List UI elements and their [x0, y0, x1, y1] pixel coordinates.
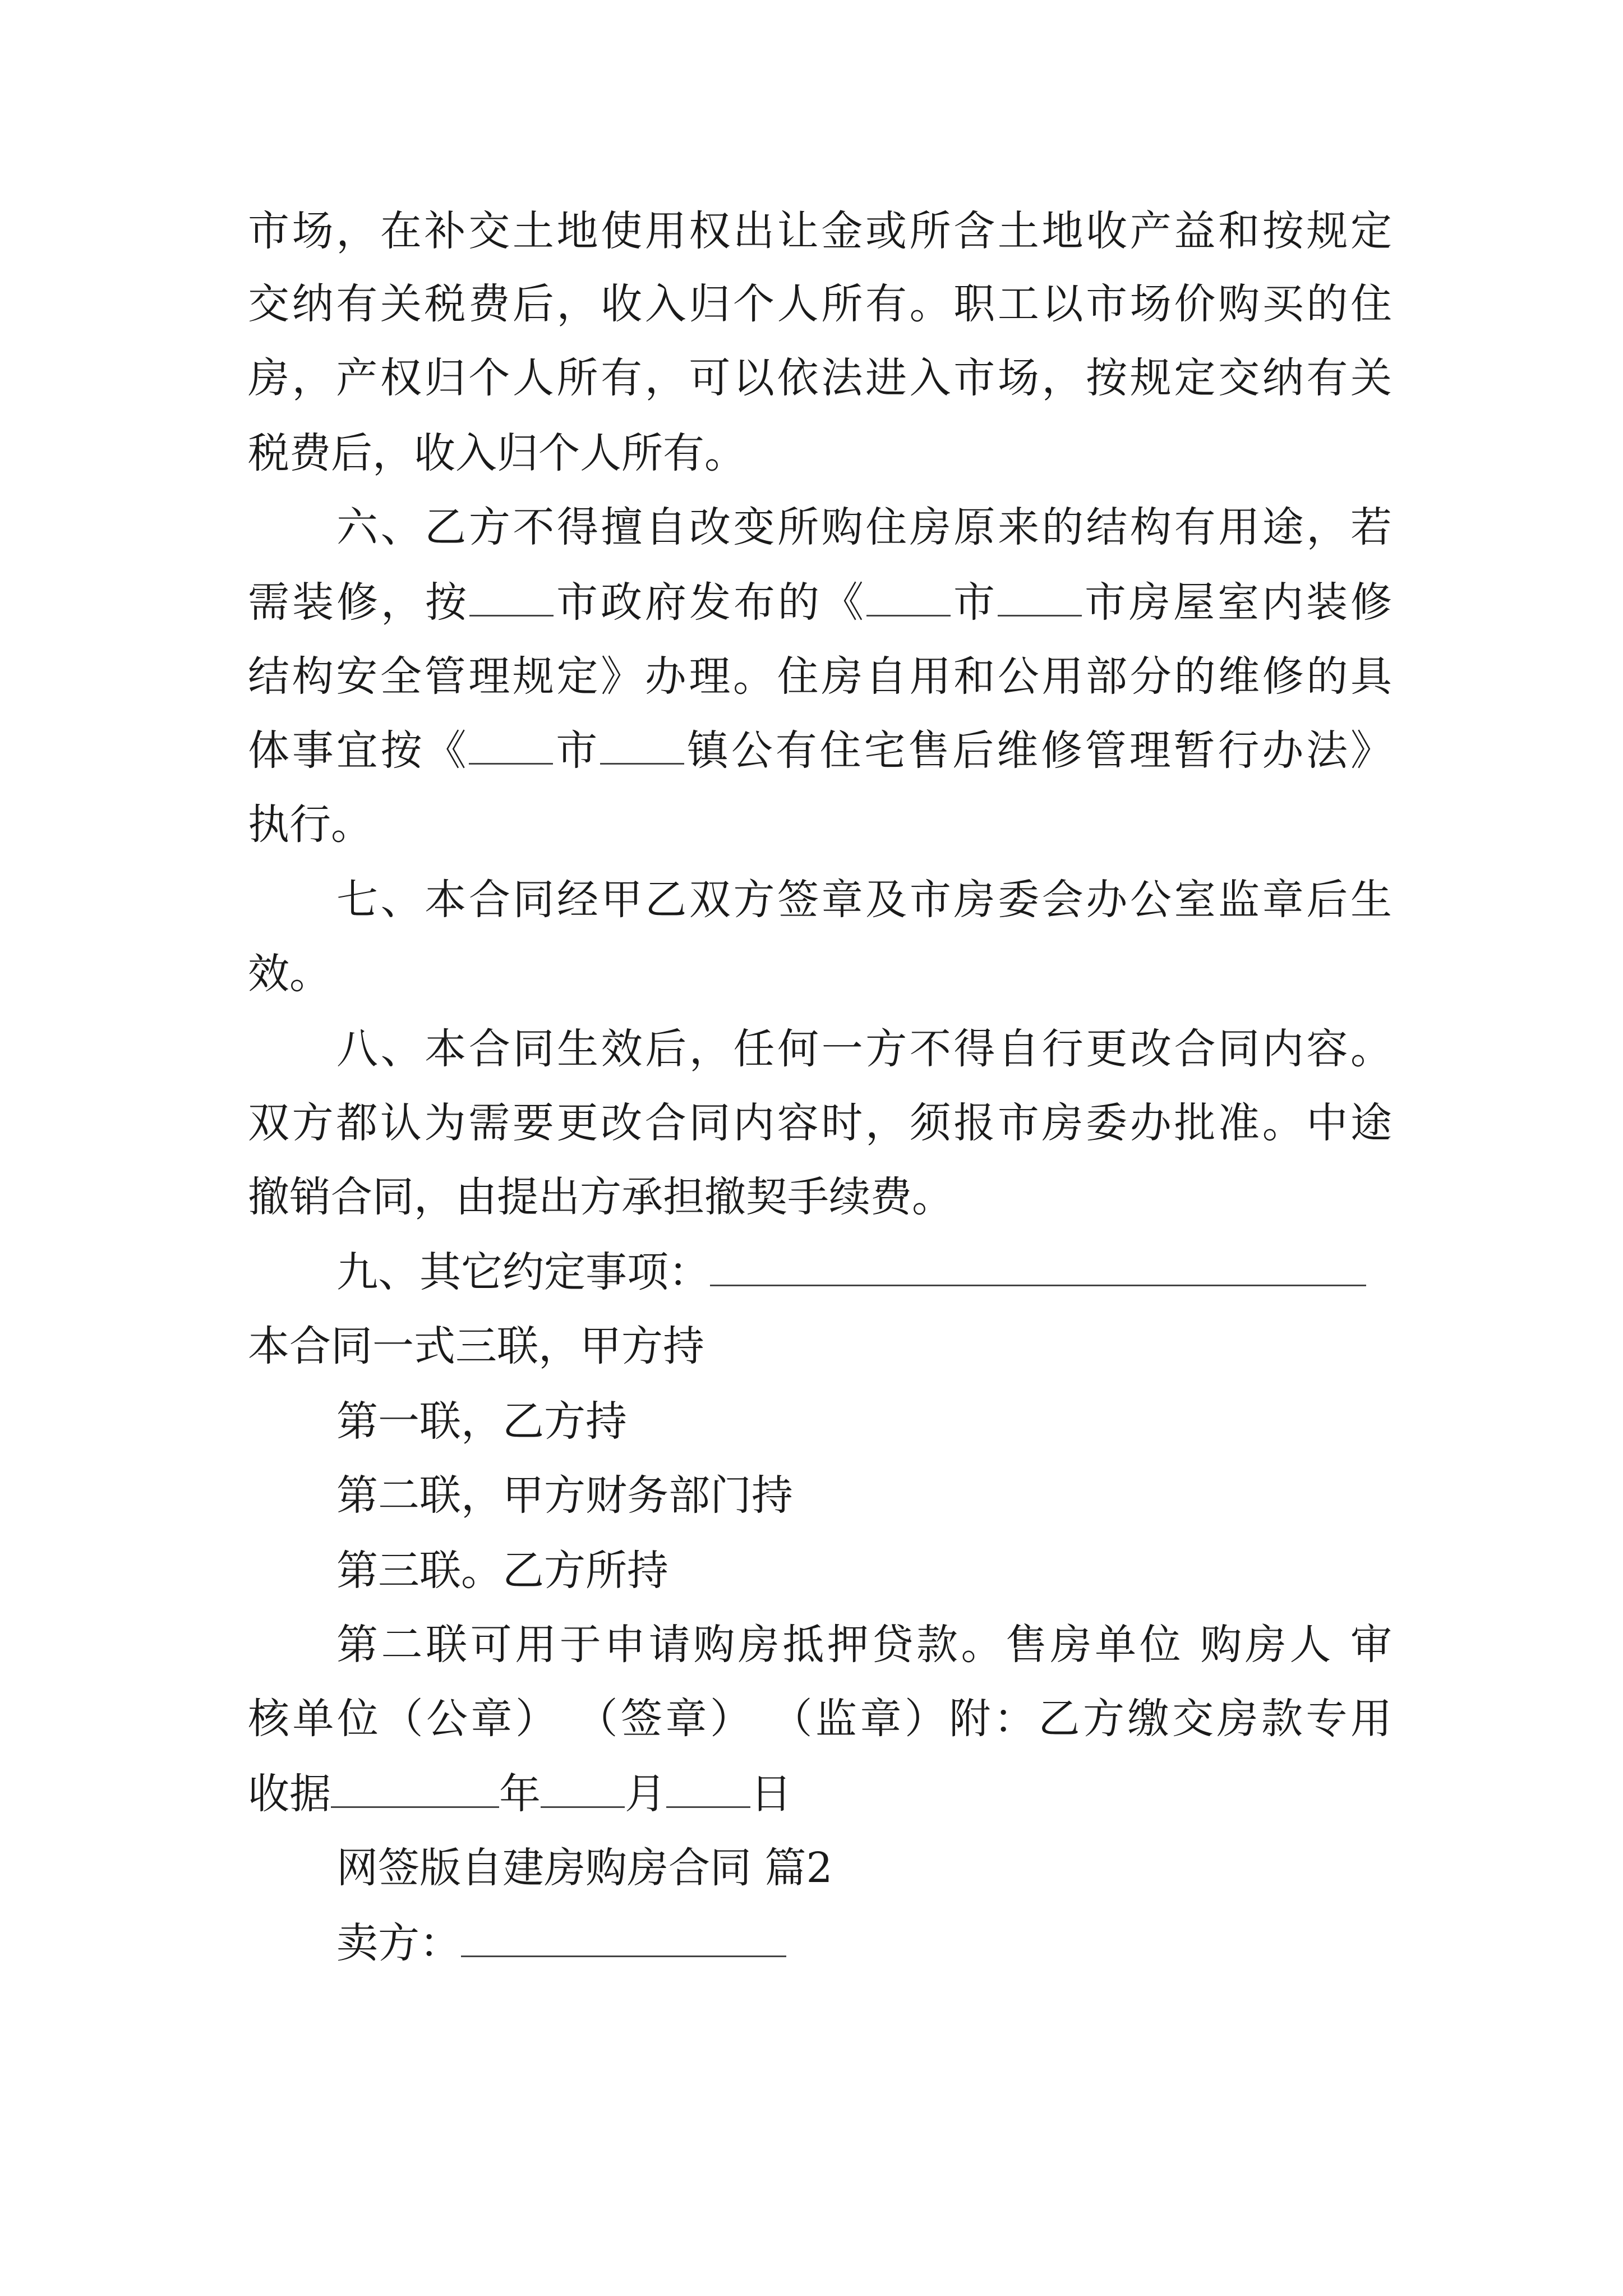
seller-blank [461, 1916, 786, 1957]
city-blank-4 [469, 724, 553, 765]
city-blank-2 [866, 576, 951, 616]
paragraph-eight-line-2: 双方都认为需要更改合同内容时，须报市房委办批准。中途 [248, 1099, 1392, 1147]
copy-one-line: 第一联，乙方持 [336, 1397, 627, 1446]
paragraph-nine: 九、其它约定事项： [336, 1244, 1392, 1300]
other-terms-blank [710, 1245, 1366, 1286]
city-blank-3 [998, 576, 1082, 616]
day-blank [666, 1767, 750, 1808]
paragraph-eight-line-1: 八、本合同生效后，任何一方不得自行更改合同内容。 [336, 1025, 1392, 1073]
town-blank [600, 724, 684, 765]
text-line-4: 税费后，收入归个人所有。 [248, 429, 746, 477]
paragraph-six-line-4: 体事宜按《 市 镇公有住宅售后维修管理暂行办法》 [248, 723, 1392, 779]
paragraph-eight-line-3: 撤销合同，由提出方承担撤契手续费。 [248, 1173, 953, 1221]
text-line-3: 房，产权归个人所有，可以依法进入市场，按规定交纳有关 [248, 354, 1392, 402]
copy-three-line: 第三联。乙方所持 [336, 1547, 668, 1595]
text-line-2: 交纳有关税费后，收入归个人所有。职工以市场价购买的住 [248, 280, 1392, 328]
text-line-1: 市场，在补交土地使用权出让金或所含土地收产益和按规定 [248, 207, 1392, 255]
signature-line-1: 第二联可用于申请购房抵押贷款。售房单位 购房人 审 [336, 1621, 1392, 1669]
paragraph-six-line-5: 执行。 [248, 800, 372, 849]
signature-line-2: 核单位（公章） （签章） （监章）附：乙方缴交房款专用 [248, 1695, 1392, 1743]
month-blank [541, 1767, 625, 1808]
paragraph-seven-line-2: 效。 [248, 950, 331, 998]
year-blank [331, 1767, 499, 1808]
city-blank-1 [469, 576, 554, 616]
paragraph-seven-line-1: 七、本合同经甲乙双方签章及市房委会办公室监章后生 [336, 876, 1392, 924]
section-heading: 网签版自建房购房合同 篇2 [336, 1844, 833, 1892]
copies-line: 本合同一式三联，甲方持 [248, 1322, 704, 1370]
paragraph-six-line-3: 结构安全管理规定》办理。住房自用和公用部分的维修的具 [248, 652, 1392, 701]
receipt-date-line: 收据 年 月 日 [248, 1766, 1392, 1822]
paragraph-six-line-2: 需装修，按 市政府发布的《 市 市房屋室内装修 [248, 574, 1392, 631]
seller-line: 卖方： [336, 1915, 1392, 1971]
copy-two-line: 第二联，甲方财务部门持 [336, 1471, 793, 1520]
paragraph-six-line-1: 六、乙方不得擅自改变所购住房原来的结构有用途，若 [336, 503, 1392, 551]
